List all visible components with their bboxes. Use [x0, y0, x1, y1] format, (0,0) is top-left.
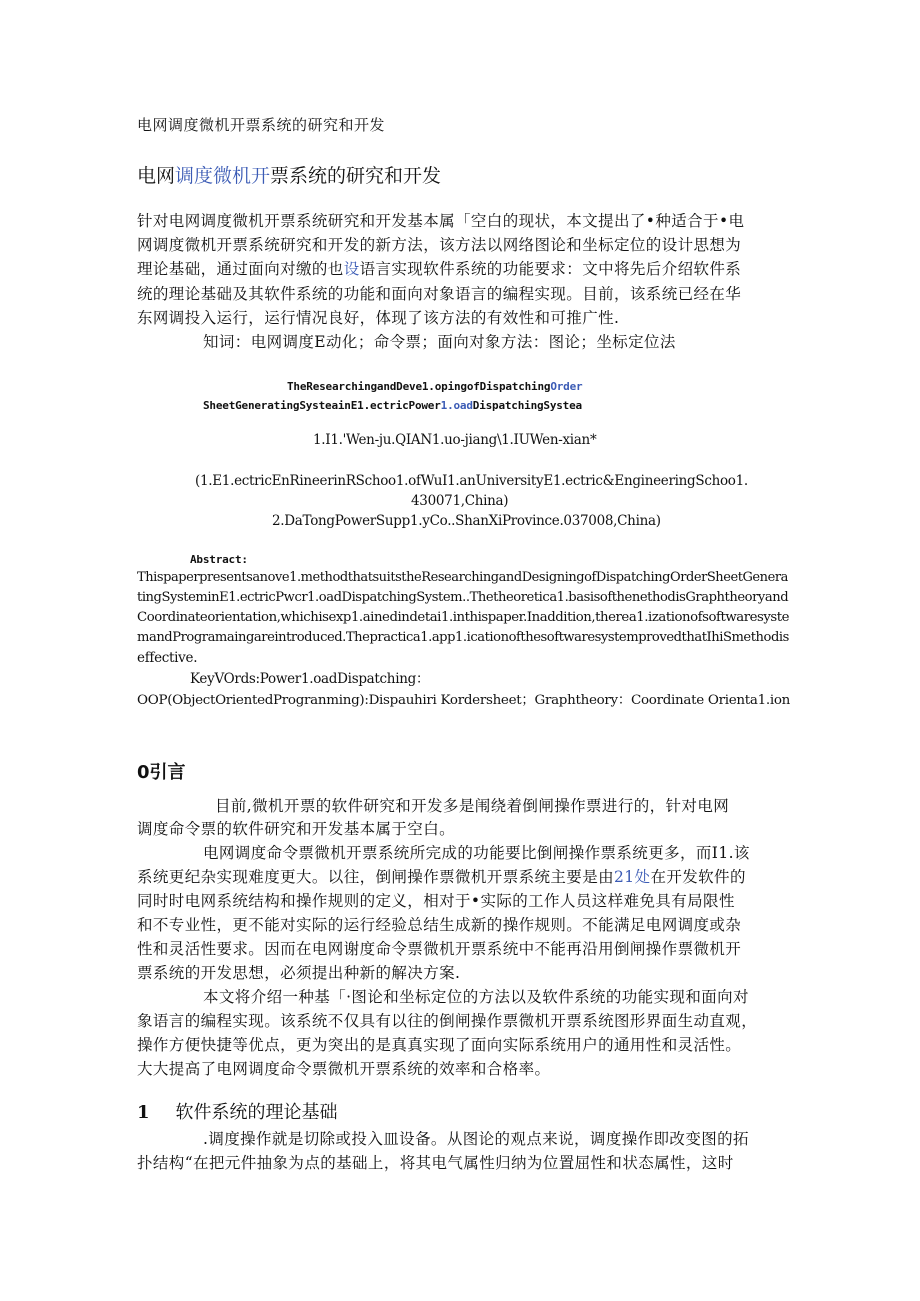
paragraph-line: 象语言的编程实现。该系统不仅具有以往的倒闸操作票微机开票系统图形界面生动直观，: [137, 1012, 758, 1030]
paragraph-line: 电网调度命令票微机开票系统所完成的功能要比倒闸操作票系统更多，而I1.该: [203, 844, 750, 862]
abstract-cn-fragment: 语言实现软件系统的功能要求：文中将先后介绍软件系: [359, 260, 742, 278]
keywords-cn: 知词：电网调度E动化；命令票；面向对象方法：图论；坐标定位法: [203, 333, 676, 351]
abstract-en-line: mandProgramaingareintroduced.Thepractica1.app1.icationofthesoftwaresystemprovedthatIhiSmethodis: [137, 630, 789, 645]
paragraph-line: 调度命令票的软件研究和开发基本属于空白。: [137, 820, 456, 838]
paragraph-blue-text: 21处: [614, 868, 651, 886]
keywords-en: KeyVOrds:Power1.oadDispatching：: [190, 671, 430, 687]
title-part-3: 票系统的研究和开发: [270, 165, 442, 187]
section-1-number: 1: [137, 1102, 150, 1123]
paragraph-line: 同时时电网系统结构和操作规则的定义，相对于•实际的工作人员这样难免具有局限性: [137, 892, 735, 910]
abstract-cn-line: 网调度微机开票系统研究和开发的新方法，该方法以网络图论和坐标定位的设计思想为: [137, 236, 742, 254]
affiliation-line: (1.E1.ectricEnRineerinRSchoo1.ofWuI1.anUniversityE1.ectric&EngineeringSchoo1.: [195, 473, 748, 489]
section-1-heading: [137, 1102, 338, 1124]
paragraph-fragment: 系统更纪杂实现难度更大。以往，倒闸操作票微机开票系统主要是由: [137, 868, 615, 886]
authors: 1.I1.'Wen-ju.QIAN1.uo-jiang\1.IUWen-xian*: [313, 432, 597, 448]
keywords-en: OOP(ObjectOrientedProgranming):Dispauhiri Kordersheet；Graphtheory：Coordinate Orienta1.ion: [137, 693, 790, 708]
english-title-fragment: Order: [550, 380, 583, 393]
abstract-en-label: Abstract:: [190, 553, 248, 566]
paragraph-line: 目前,微机开票的软件研究和开发多是闱绕着倒闸操作票进行的，针对电网: [215, 797, 730, 815]
abstract-cn-line: 东网调投入运行，运行情况良好，体现了该方法的有效性和可推广性.: [137, 309, 620, 327]
paper-title: [137, 165, 441, 187]
english-title-fragment: DispatchingSystea: [472, 399, 582, 412]
section-0-heading: 0引言: [137, 762, 186, 783]
english-title-line: [203, 395, 582, 417]
abstract-cn-line: 统的理论基础及其软件系统的功能和面向对象语言的编程实现。目前，该系统已经在华: [137, 285, 742, 303]
paragraph-line: 票系统的开发思想，必须提出种新的解决方案.: [137, 964, 461, 982]
abstract-en-line: Coordinateorientation,whichisexp1.ainedindetai1.inthispaper.Inaddition,therea1.izationofsoftwaresyste: [137, 610, 790, 625]
title-part-1: 电网: [137, 165, 176, 187]
paragraph-line: 扑结构“在把元件抽象为点的基础上，将其电气属性归纳为位置屈性和状态属性，这时: [137, 1154, 734, 1172]
abstract-cn-fragment: 理论基础，通过面向对缴的也: [137, 260, 344, 278]
english-title-fragment: 1.oad: [440, 399, 473, 412]
paragraph-line: 操作方便快捷等优点，更为突出的是真真实现了面向实际系统用户的通用性和灵活性。: [137, 1036, 742, 1054]
abstract-en-line: effective.: [137, 650, 198, 666]
paragraph-fragment: 在开发软件的: [650, 868, 746, 886]
paragraph-line: 性和灵活性要求。因而在电网谢度命令票微机开票系统中不能再沿用倒闸操作票微机开: [137, 940, 742, 958]
running-header: 电网调度微机开票系统的研究和开发: [137, 116, 386, 134]
paragraph-line: .调度操作就是切除或投入皿设备。从图论的观点来说，调度操作即改变图的拓: [203, 1130, 749, 1148]
english-title-fragment: SheetGeneratingSysteainE1.ectricPower: [203, 399, 441, 412]
paragraph-line: 本文将介绍一种基「·图论和坐标定位的方法以及软件系统的功能实现和面向对: [203, 988, 749, 1006]
english-title-fragment: TheResearchingandDeve1.opingofDispatching: [287, 380, 551, 393]
title-part-2: 调度微机开: [175, 165, 271, 187]
affiliation-line: 430071,China): [411, 493, 509, 509]
abstract-en-line: Thispaperpresentsanove1.methodthatsuitstheResearchingandDesigningofDispatchingOrderSheetGenera: [137, 570, 788, 585]
section-1-title: 软件系统的理论基础: [175, 1102, 338, 1123]
abstract-cn-line: 针对电网调度微机开票系统研究和开发基本属「空白的现状，本文提出了•种适合于•电: [137, 212, 745, 230]
abstract-cn-line: [137, 258, 741, 280]
affiliation-line: 2.DaTongPowerSupp1.yCo..ShanXiProvince.037008,China): [272, 513, 661, 529]
paragraph-line: 和不专业性，更不能对实际的运行经验总结生成新的操作规则。不能满足电网调度或杂: [137, 916, 742, 934]
abstract-en-line: tingSysteminE1.ectricPwcr1.oadDispatchingSystem..Thetheoretica1.basisofthenethodisGraphtheoryand: [137, 590, 789, 605]
paragraph-line: [137, 866, 746, 888]
paragraph-line: 大大提高了电网调度命令票微机开票系统的效率和合格率。: [137, 1060, 551, 1078]
abstract-cn-blue-char: 设: [343, 260, 360, 278]
